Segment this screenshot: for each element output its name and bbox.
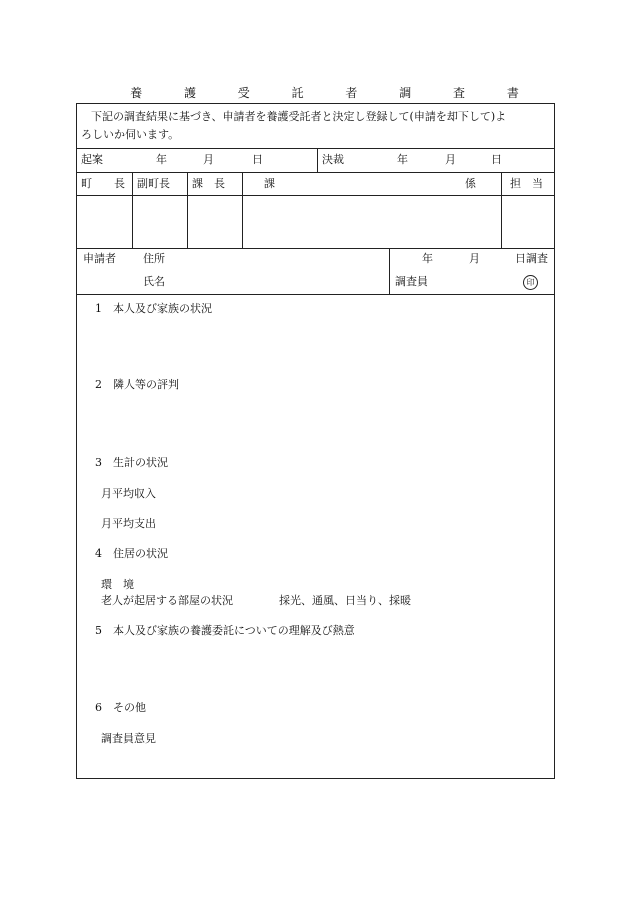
draft-day: 日 — [252, 153, 263, 166]
approval-day: 日 — [491, 153, 502, 166]
intro-line-2: ろしいか伺います。 — [81, 128, 180, 141]
seal-mark: 印 — [523, 275, 538, 290]
approval-year: 年 — [397, 153, 408, 166]
income-label: 月平均収入 — [101, 487, 156, 500]
header-in-charge: 担 当 — [510, 177, 543, 190]
divider — [77, 148, 554, 149]
divider — [242, 172, 243, 248]
divider — [187, 172, 188, 248]
section-2 — [95, 378, 179, 392]
investigator-label: 調査員 — [395, 275, 428, 288]
section-5-title: 本人及び家族の養護委託についての理解及び熱意 — [113, 624, 355, 637]
survey-form — [76, 103, 555, 779]
section-5 — [95, 624, 355, 638]
survey-year: 年 — [422, 252, 433, 265]
section-1-number: 1 — [95, 302, 102, 315]
expense-label: 月平均支出 — [101, 517, 156, 530]
header-section: 課 — [264, 177, 275, 190]
divider — [132, 172, 133, 248]
divider — [317, 148, 318, 172]
section-6-number: 6 — [95, 701, 102, 714]
section-6-title: その他 — [113, 701, 146, 714]
section-4-number: 4 — [95, 547, 102, 560]
environment-label: 環 境 — [101, 578, 134, 591]
section-5-number: 5 — [95, 624, 102, 637]
header-section-chief: 課 長 — [192, 177, 225, 190]
address-label: 住所 — [143, 252, 165, 265]
divider — [389, 248, 390, 294]
section-4 — [95, 547, 168, 561]
divider — [77, 248, 554, 249]
survey-day: 日調査 — [515, 252, 548, 265]
room-detail: 採光、通風、日当り、採暖 — [279, 594, 411, 607]
section-3 — [95, 456, 168, 470]
applicant-label: 申請者 — [83, 252, 116, 265]
header-vice-mayor: 副町長 — [137, 177, 170, 190]
section-1 — [95, 302, 212, 316]
approval-label: 決裁 — [322, 153, 344, 166]
section-2-number: 2 — [95, 378, 102, 391]
name-label: 氏名 — [143, 275, 165, 288]
header-staff: 係 — [465, 177, 476, 190]
header-mayor: 町 長 — [81, 177, 125, 190]
section-3-title: 生計の状況 — [113, 456, 168, 469]
section-3-number: 3 — [95, 456, 102, 469]
section-2-title: 隣人等の評判 — [113, 378, 179, 391]
divider — [77, 195, 554, 196]
room-label: 老人が起居する部屋の状況 — [101, 594, 233, 607]
section-1-title: 本人及び家族の状況 — [113, 302, 212, 315]
document-title: 養 護 受 託 者 調 査 書 — [130, 86, 538, 100]
section-6 — [95, 701, 146, 715]
approval-month: 月 — [445, 153, 456, 166]
intro-line-1: 下記の調査結果に基づき、申請者を養護受託者と決定し登録して(申請を却下して)よ — [91, 110, 507, 123]
opinion-label: 調査員意見 — [101, 732, 156, 745]
divider — [77, 172, 554, 173]
draft-month: 月 — [203, 153, 214, 166]
divider — [501, 172, 502, 248]
section-4-title: 住居の状況 — [113, 547, 168, 560]
draft-year: 年 — [156, 153, 167, 166]
survey-month: 月 — [469, 252, 480, 265]
draft-label: 起案 — [81, 153, 103, 166]
divider — [77, 294, 554, 295]
